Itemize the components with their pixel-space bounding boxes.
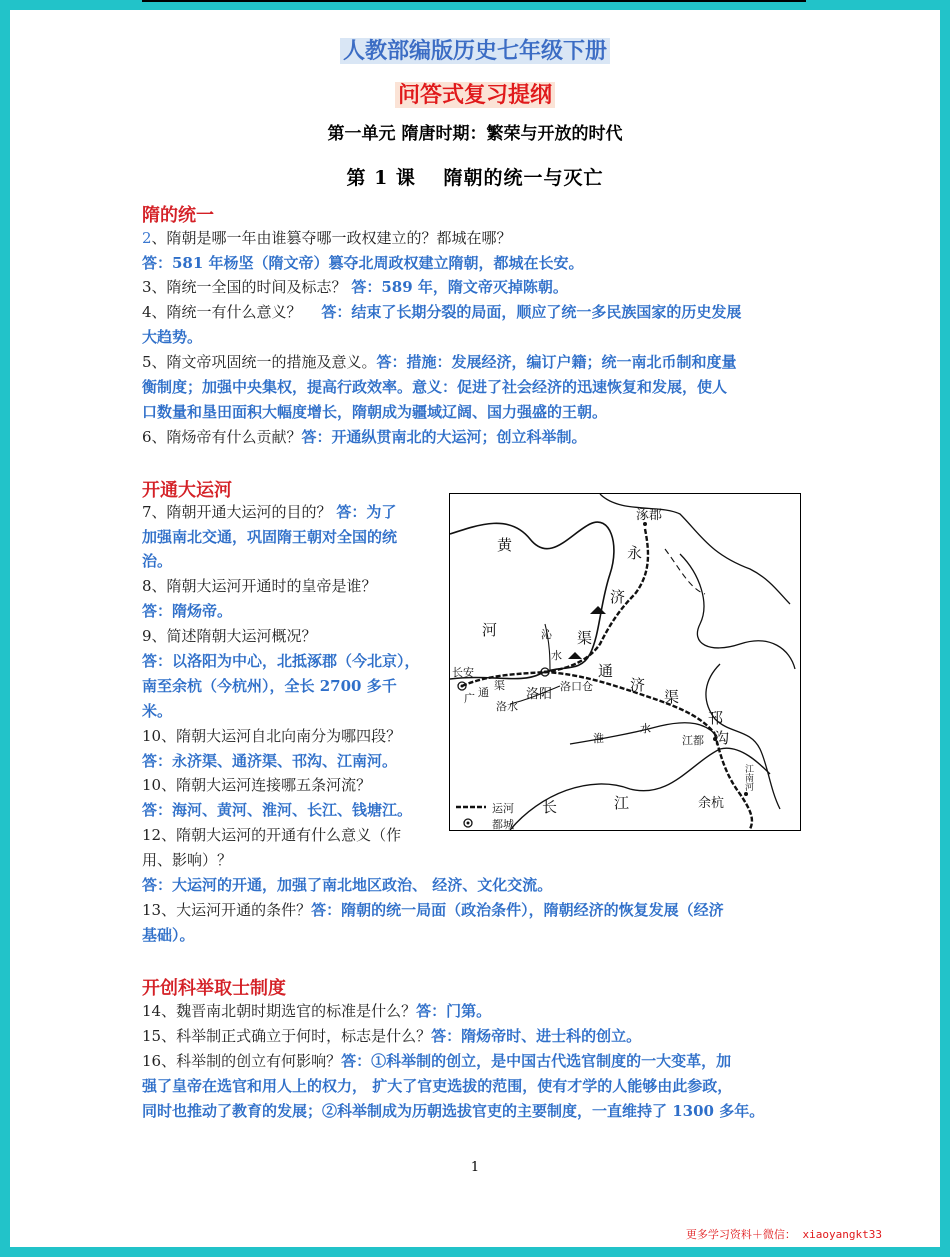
document-title: 人教部编版历史七年级下册 <box>0 34 950 65</box>
page-number: 1 <box>470 1160 480 1175</box>
lesson-heading: 第 1 课 隋朝的统一与灭亡 <box>346 167 604 189</box>
answer-line: 强了皇帝在选官和用人上的权力， 扩大了官吏选拔的范围，使有才学的人能够由此参政， <box>142 1077 733 1095</box>
map-label-jiangnan-canal: 江南河 <box>743 764 753 791</box>
map-label-luoyang: 洛阳 <box>526 687 553 702</box>
page-frame-bottom <box>0 1247 950 1257</box>
legend-canal-label: 运河 <box>492 802 514 815</box>
top-rule <box>142 0 806 2</box>
answer-line: 口数量和垦田面积大幅度增长，隋朝成为疆域辽阔、国力强盛的王朝。 <box>142 403 608 421</box>
answer-line: 治。 <box>142 552 173 570</box>
question-line: 3、隋统一全国的时间及标志？ 答：589 年，隋文帝灭掉陈朝。 <box>142 278 568 296</box>
answer-line: 加强南北交通，巩固隋王朝对全国的统 <box>142 528 398 546</box>
question-line: 8、隋朝大运河开通时的皇帝是谁？ <box>142 577 377 595</box>
grand-canal-map <box>449 493 801 831</box>
question-line: 13、大运河开通的条件？答：隋朝的统一局面（政治条件），隋朝经济的恢复发展（经济 <box>142 901 724 919</box>
map-label-ji: 济 <box>610 588 626 606</box>
map-label-huai: 淮 <box>593 732 604 745</box>
document-subtitle: 问答式复习提纲 <box>0 78 950 109</box>
dashed-boundary <box>665 549 705 594</box>
map-label-luokoucang: 洛口仓 <box>560 680 593 693</box>
question-line: 5、隋文帝巩固统一的措施及意义。答：措施：发展经济，编订户籍；统一南北币制和度量 <box>142 353 737 371</box>
map-label-qu2: 渠 <box>664 688 680 706</box>
answer-line: 答：581 年杨坚（隋文帝）篡夺北周政权建立隋朝，都城在长安。 <box>142 254 584 272</box>
map-label-he: 河 <box>482 621 498 639</box>
question-line: 16、科举制的创立有何影响？答：①科举制的创立，是中国古代选官制度的一大变革，加 <box>142 1052 732 1070</box>
map-label-qu3: 渠 <box>494 679 505 692</box>
map-label-zhuojun: 涿郡 <box>636 508 663 523</box>
map-label-huang: 黄 <box>497 536 513 554</box>
map-label-chang: 长 <box>542 798 558 816</box>
map-label-guang: 广 <box>464 692 475 705</box>
map-label-han: 邗 <box>708 709 724 727</box>
map-label-tong: 通 <box>598 662 614 680</box>
question-line: 14、魏晋南北朝时期选官的标准是什么？答：门第。 <box>142 1002 492 1020</box>
map-label-qu: 渠 <box>577 629 593 647</box>
question-line: 15、科举制正式确立于何时，标志是什么？答：隋炀帝时、进士科的创立。 <box>142 1027 642 1045</box>
map-label-jiang: 江 <box>614 794 630 812</box>
map-label-changan: 长安 <box>452 666 474 679</box>
answer-line: 答：隋炀帝。 <box>142 602 233 620</box>
question-line: 10、隋朝大运河自北向南分为哪四段？ <box>142 727 402 745</box>
section-heading-imperial-exam: 开创科举取士制度 <box>142 978 286 999</box>
answer-line: 答：大运河的开通，加强了南北地区政治、 经济、文化交流。 <box>142 876 553 894</box>
yuhang-marker <box>744 792 748 796</box>
question-line: 9、简述隋朝大运河概况？ <box>142 627 317 645</box>
map-label-gou: 沟 <box>714 729 730 747</box>
map-label-qin: 沁 <box>541 628 552 641</box>
yellow-river <box>450 522 614 679</box>
map-label-tong2: 通 <box>478 686 489 699</box>
map-label-yuhang: 余杭 <box>698 796 725 811</box>
map-label-jiangdu: 江都 <box>682 734 704 747</box>
answer-line: 衡制度；加强中央集权，提高行政效率。意义：促进了社会经济的迅速恢复和发展，使人 <box>142 378 728 396</box>
map-label-luoshui: 洛水 <box>496 700 518 713</box>
map-label-yong: 永 <box>627 544 643 562</box>
answer-line: 大趋势。 <box>142 328 203 346</box>
answer-line: 答：海河、黄河、淮河、长江、钱塘江。 <box>142 801 413 819</box>
answer-line: 同时也推动了教育的发展；②科举制成为历朝选拔官吏的主要制度，一直维持了 1300 多年。 <box>142 1102 765 1120</box>
answer-line: 答：以洛阳为中心，北抵涿郡（今北京）， <box>142 652 420 670</box>
question-line: 4、隋统一有什么意义？ 答：结束了长期分裂的局面，顺应了统一多民族国家的历史发展 <box>142 303 742 321</box>
question-line: 6、隋炀帝有什么贡献？答：开通纵贯南北的大运河；创立科举制。 <box>142 428 587 446</box>
question-line: 2、隋朝是哪一年由谁篡夺哪一政权建立的？都城在哪？ <box>142 229 512 247</box>
footer-note: 更多学习资料＋微信： xiaoyangkt33 <box>685 1228 882 1241</box>
unit-heading: 第一单元 隋唐时期：繁荣与开放的时代 <box>327 124 623 144</box>
granary-icon <box>568 652 582 659</box>
changan-marker-dot <box>461 685 464 688</box>
answer-line: 答：永济渠、通济渠、邗沟、江南河。 <box>142 752 398 770</box>
map-label-shui2: 水 <box>640 722 651 735</box>
coastline-shandong <box>680 554 795 669</box>
question-line: 7、隋朝开通大运河的目的？ 答：为了 <box>142 503 397 521</box>
question-line: 10、隋朝大运河连接哪五条河流？ <box>142 776 372 794</box>
yangtze-river <box>510 748 770 830</box>
question-line: 12、隋朝大运河的开通有什么意义（作 <box>142 826 402 844</box>
legend-capital-label: 都城 <box>492 818 514 831</box>
answer-line: 南至余杭（今杭州），全长 2700 多千 <box>142 677 397 695</box>
question-line: 用、影响）？ <box>142 851 233 869</box>
section-heading-sui-unification: 隋的统一 <box>142 205 214 226</box>
legend-capital-swatch-dot <box>467 822 470 825</box>
map-label-shui: 水 <box>551 649 562 662</box>
granary-icon <box>590 606 606 614</box>
answer-line: 基础）。 <box>142 926 195 944</box>
map-label-ji2: 济 <box>630 676 646 694</box>
luoyang-marker-dot <box>544 671 547 674</box>
answer-line: 米。 <box>142 702 173 720</box>
section-heading-grand-canal: 开通大运河 <box>142 480 232 501</box>
